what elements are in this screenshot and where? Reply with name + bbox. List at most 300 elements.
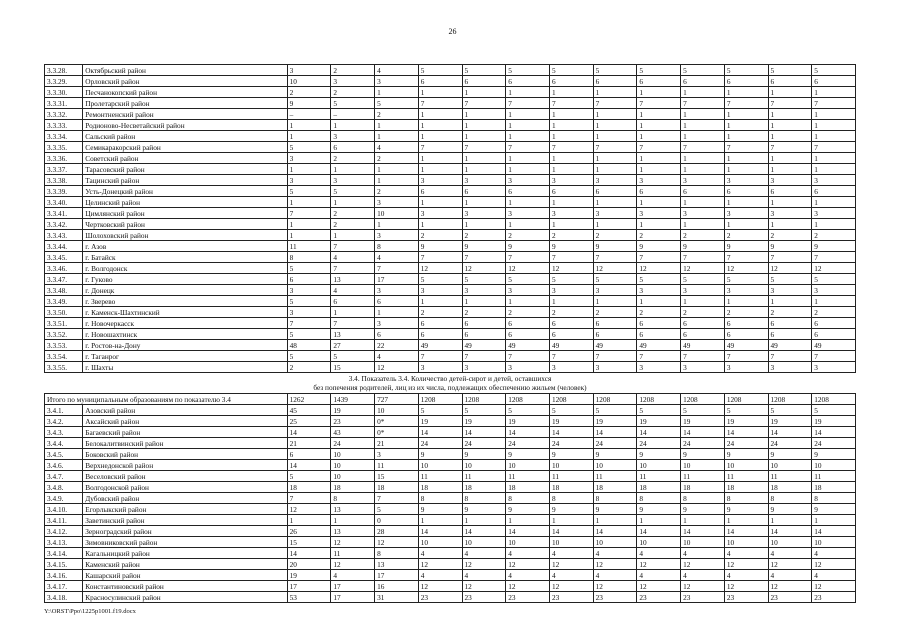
row-value: 12 bbox=[506, 581, 550, 592]
row-value: 7 bbox=[724, 98, 768, 109]
row-value: 2 bbox=[812, 230, 856, 241]
row-name: Ремонтненский район bbox=[83, 109, 287, 120]
row-value: 1 bbox=[462, 153, 506, 164]
row-value: 1 bbox=[331, 120, 375, 131]
row-value: 6 bbox=[637, 186, 681, 197]
page-number: 26 bbox=[448, 27, 457, 36]
row-value: 14 bbox=[768, 526, 812, 537]
row-value: 10 bbox=[462, 460, 506, 471]
row-value: 11 bbox=[287, 241, 331, 252]
row-value: 3 bbox=[549, 175, 593, 186]
row-value: 19 bbox=[681, 416, 725, 427]
row-value: 24 bbox=[506, 438, 550, 449]
row-value: 2 bbox=[681, 230, 725, 241]
row-value: 3 bbox=[462, 285, 506, 296]
row-value: 3 bbox=[462, 175, 506, 186]
row-value: 5 bbox=[287, 296, 331, 307]
row-value: 7 bbox=[418, 351, 462, 362]
row-value: 2 bbox=[331, 208, 375, 219]
row-value: 9 bbox=[768, 449, 812, 460]
row-value: 1 bbox=[637, 197, 681, 208]
row-value: 4 bbox=[724, 548, 768, 559]
row-value: 3 bbox=[593, 285, 637, 296]
total-value: 1208 bbox=[768, 394, 812, 405]
row-name: Каменский район bbox=[83, 559, 287, 570]
row-value: 10 bbox=[593, 537, 637, 548]
row-value: 1 bbox=[506, 153, 550, 164]
row-code: 3.4.6. bbox=[45, 460, 83, 471]
row-value: 2 bbox=[462, 307, 506, 318]
row-value: 6 bbox=[331, 296, 375, 307]
table-row bbox=[45, 285, 856, 296]
row-value: 23 bbox=[812, 592, 856, 603]
row-code: 3.4.8. bbox=[45, 482, 83, 493]
row-value: 14 bbox=[462, 427, 506, 438]
row-value: 2 bbox=[287, 362, 331, 373]
row-value: 7 bbox=[549, 98, 593, 109]
row-value: 7 bbox=[681, 142, 725, 153]
row-code: 3.3.37. bbox=[45, 164, 83, 175]
row-value: 8 bbox=[462, 493, 506, 504]
row-value: 3 bbox=[506, 175, 550, 186]
row-value: 10 bbox=[637, 460, 681, 471]
row-value: 1 bbox=[681, 120, 725, 131]
table-row bbox=[45, 109, 856, 120]
table-row bbox=[45, 493, 856, 504]
row-value: 2 bbox=[768, 307, 812, 318]
row-value: 1 bbox=[637, 219, 681, 230]
table-row bbox=[45, 65, 856, 76]
row-value: 18 bbox=[418, 482, 462, 493]
row-value: 12 bbox=[331, 559, 375, 570]
row-value: 7 bbox=[418, 98, 462, 109]
row-value: 12 bbox=[418, 559, 462, 570]
row-value: 3 bbox=[418, 208, 462, 219]
row-value: 7 bbox=[506, 252, 550, 263]
row-value: 1 bbox=[593, 164, 637, 175]
row-code: 3.3.42. bbox=[45, 219, 83, 230]
row-value: 1 bbox=[681, 87, 725, 98]
row-value: 4 bbox=[593, 570, 637, 581]
row-value: 5 bbox=[418, 405, 462, 416]
row-value: 5 bbox=[287, 329, 331, 340]
row-name: Орловский район bbox=[83, 76, 287, 87]
row-value: 6 bbox=[724, 318, 768, 329]
row-value: 2 bbox=[331, 87, 375, 98]
table-row bbox=[45, 570, 856, 581]
row-value: 19 bbox=[637, 416, 681, 427]
table-section-3-3 bbox=[45, 65, 856, 373]
row-value: 1 bbox=[375, 120, 419, 131]
row-value: 6 bbox=[506, 329, 550, 340]
row-value: 23 bbox=[506, 592, 550, 603]
row-value: 6 bbox=[812, 186, 856, 197]
row-value: 1 bbox=[462, 87, 506, 98]
row-value: 2 bbox=[287, 87, 331, 98]
row-value: 9 bbox=[724, 504, 768, 515]
row-value: 3 bbox=[375, 76, 419, 87]
row-value: 6 bbox=[418, 318, 462, 329]
table-row bbox=[45, 340, 856, 351]
row-value: 1 bbox=[375, 164, 419, 175]
row-value: 6 bbox=[768, 329, 812, 340]
table-row bbox=[45, 296, 856, 307]
row-code: 3.4.4. bbox=[45, 438, 83, 449]
row-value: 5 bbox=[375, 504, 419, 515]
row-value: 4 bbox=[506, 570, 550, 581]
row-value: 6 bbox=[681, 186, 725, 197]
table-row bbox=[45, 460, 856, 471]
total-label: Итого по муниципальным образованиям по показателю 3.4 bbox=[45, 394, 288, 405]
row-value: 1 bbox=[549, 87, 593, 98]
row-value: 19 bbox=[812, 416, 856, 427]
row-code: 3.4.1. bbox=[45, 405, 83, 416]
row-value: 12 bbox=[812, 581, 856, 592]
row-value: 13 bbox=[331, 526, 375, 537]
row-value: 1 bbox=[724, 197, 768, 208]
row-value: 11 bbox=[462, 471, 506, 482]
row-value: 6 bbox=[462, 329, 506, 340]
row-value: 5 bbox=[637, 274, 681, 285]
row-value: 4 bbox=[768, 570, 812, 581]
row-value: 1 bbox=[768, 109, 812, 120]
total-value: 1208 bbox=[593, 394, 637, 405]
row-value: 3 bbox=[724, 208, 768, 219]
row-value: 24 bbox=[418, 438, 462, 449]
row-value: 9 bbox=[768, 504, 812, 515]
row-value: 13 bbox=[331, 274, 375, 285]
row-value: 4 bbox=[462, 548, 506, 559]
row-value: 1 bbox=[506, 131, 550, 142]
row-value: 7 bbox=[462, 142, 506, 153]
row-value: 2 bbox=[506, 230, 550, 241]
row-value: 18 bbox=[593, 482, 637, 493]
row-value: 7 bbox=[593, 351, 637, 362]
row-value: 1 bbox=[375, 131, 419, 142]
row-value: 10 bbox=[768, 537, 812, 548]
row-value: 14 bbox=[681, 427, 725, 438]
row-value: 9 bbox=[812, 449, 856, 460]
row-value: 19 bbox=[331, 405, 375, 416]
row-value: 1 bbox=[506, 120, 550, 131]
table-row bbox=[45, 592, 856, 603]
row-value: 6 bbox=[724, 76, 768, 87]
row-value: 10 bbox=[593, 460, 637, 471]
row-code: 3.3.46. bbox=[45, 263, 83, 274]
table-row bbox=[45, 219, 856, 230]
row-value: 48 bbox=[287, 340, 331, 351]
row-code: 3.3.30. bbox=[45, 87, 83, 98]
row-value: 6 bbox=[506, 76, 550, 87]
row-value: 12 bbox=[549, 263, 593, 274]
row-name: Константиновский район bbox=[83, 581, 287, 592]
row-name: Кашарский район bbox=[83, 570, 287, 581]
row-value: 12 bbox=[681, 559, 725, 570]
row-value: 17 bbox=[331, 592, 375, 603]
row-name: Белокалитвинский район bbox=[83, 438, 287, 449]
row-value: 10 bbox=[418, 460, 462, 471]
row-value: 5 bbox=[593, 65, 637, 76]
row-value: 9 bbox=[681, 449, 725, 460]
row-value: 1 bbox=[549, 296, 593, 307]
row-name: Волгодонской район bbox=[83, 482, 287, 493]
row-value: 0 bbox=[375, 515, 419, 526]
row-code: 3.4.17. bbox=[45, 581, 83, 592]
row-code: 3.3.45. bbox=[45, 252, 83, 263]
row-value: 12 bbox=[637, 559, 681, 570]
row-value: 1 bbox=[768, 120, 812, 131]
row-value: 1 bbox=[768, 197, 812, 208]
row-value: 1 bbox=[418, 153, 462, 164]
row-value: 4 bbox=[637, 548, 681, 559]
row-code: 3.4.7. bbox=[45, 471, 83, 482]
row-value: 8 bbox=[724, 493, 768, 504]
row-value: 7 bbox=[724, 142, 768, 153]
row-value: 2 bbox=[549, 307, 593, 318]
row-value: 12 bbox=[637, 263, 681, 274]
row-name: Зимовниковский район bbox=[83, 537, 287, 548]
row-code: 3.4.13. bbox=[45, 537, 83, 548]
row-value: 7 bbox=[768, 98, 812, 109]
table-row bbox=[45, 120, 856, 131]
row-value: 12 bbox=[768, 263, 812, 274]
row-value: 3 bbox=[506, 362, 550, 373]
row-name: Верхнедонской район bbox=[83, 460, 287, 471]
row-value: 4 bbox=[331, 285, 375, 296]
table-row bbox=[45, 427, 856, 438]
row-value: 23 bbox=[637, 592, 681, 603]
row-value: 5 bbox=[637, 65, 681, 76]
row-name: г. Азов bbox=[83, 241, 287, 252]
row-value: 23 bbox=[331, 416, 375, 427]
row-value: 19 bbox=[768, 416, 812, 427]
row-value: 3 bbox=[287, 285, 331, 296]
row-code: 3.3.32. bbox=[45, 109, 83, 120]
row-name: г. Зверево bbox=[83, 296, 287, 307]
row-value: 3 bbox=[768, 362, 812, 373]
row-value: 1 bbox=[287, 230, 331, 241]
row-value: 14 bbox=[506, 427, 550, 438]
row-value: 10 bbox=[681, 460, 725, 471]
row-value: 18 bbox=[768, 482, 812, 493]
row-value: 1 bbox=[549, 109, 593, 120]
row-value: 1 bbox=[287, 515, 331, 526]
row-name: Боковский район bbox=[83, 449, 287, 460]
row-value: 1 bbox=[418, 87, 462, 98]
row-value: 1 bbox=[812, 131, 856, 142]
row-value: 5 bbox=[506, 65, 550, 76]
row-value: 3 bbox=[681, 285, 725, 296]
row-value: 11 bbox=[549, 471, 593, 482]
row-value: 3 bbox=[593, 362, 637, 373]
row-value: 49 bbox=[681, 340, 725, 351]
row-value: 1 bbox=[593, 296, 637, 307]
row-value: 7 bbox=[462, 252, 506, 263]
row-value: 10 bbox=[418, 537, 462, 548]
row-code: 3.3.36. bbox=[45, 153, 83, 164]
row-value: 5 bbox=[681, 405, 725, 416]
row-value: 3 bbox=[418, 175, 462, 186]
row-value: 11 bbox=[768, 471, 812, 482]
row-value: 7 bbox=[331, 318, 375, 329]
row-value: 3 bbox=[593, 208, 637, 219]
row-name: Цимлянский район bbox=[83, 208, 287, 219]
row-value: 1 bbox=[506, 164, 550, 175]
row-value: 3 bbox=[287, 65, 331, 76]
row-value: 3 bbox=[637, 175, 681, 186]
row-value: 9 bbox=[506, 449, 550, 460]
row-value: 1 bbox=[768, 164, 812, 175]
row-value: 2 bbox=[593, 307, 637, 318]
row-value: 24 bbox=[462, 438, 506, 449]
row-value: 1 bbox=[331, 515, 375, 526]
row-value: 5 bbox=[375, 98, 419, 109]
row-value: 1 bbox=[462, 515, 506, 526]
table-row bbox=[45, 471, 856, 482]
row-value: 7 bbox=[375, 493, 419, 504]
row-value: 7 bbox=[768, 351, 812, 362]
row-value: 3 bbox=[418, 362, 462, 373]
row-value: 12 bbox=[462, 581, 506, 592]
row-name: г. Новочеркасск bbox=[83, 318, 287, 329]
total-value: 1208 bbox=[462, 394, 506, 405]
row-value: 26 bbox=[287, 526, 331, 537]
row-value: 9 bbox=[462, 241, 506, 252]
row-value: 4 bbox=[549, 570, 593, 581]
row-value: 9 bbox=[506, 504, 550, 515]
row-value: 7 bbox=[331, 263, 375, 274]
row-value: 5 bbox=[287, 351, 331, 362]
row-value: 5 bbox=[287, 142, 331, 153]
total-value: 1208 bbox=[418, 394, 462, 405]
row-code: 3.3.54. bbox=[45, 351, 83, 362]
row-value: 1 bbox=[462, 296, 506, 307]
row-value: 7 bbox=[681, 351, 725, 362]
row-value: 12 bbox=[549, 559, 593, 570]
row-value: 1 bbox=[724, 296, 768, 307]
row-code: 3.4.3. bbox=[45, 427, 83, 438]
row-value: 10 bbox=[768, 460, 812, 471]
row-value: 6 bbox=[331, 142, 375, 153]
table-row bbox=[45, 164, 856, 175]
row-value: 49 bbox=[812, 340, 856, 351]
row-value: 1 bbox=[724, 109, 768, 120]
row-value: 1 bbox=[593, 153, 637, 164]
row-value: 5 bbox=[768, 405, 812, 416]
row-value: 19 bbox=[287, 570, 331, 581]
row-value: 7 bbox=[637, 351, 681, 362]
row-value: 4 bbox=[375, 351, 419, 362]
row-value: 1 bbox=[287, 164, 331, 175]
row-value: 6 bbox=[375, 329, 419, 340]
row-value: 13 bbox=[331, 504, 375, 515]
table-row bbox=[45, 241, 856, 252]
row-value: 7 bbox=[593, 98, 637, 109]
row-name: Багаевский район bbox=[83, 427, 287, 438]
row-value: 23 bbox=[681, 592, 725, 603]
row-value: 1 bbox=[812, 87, 856, 98]
row-value: 1 bbox=[549, 164, 593, 175]
total-value: 1262 bbox=[287, 394, 331, 405]
row-value: 12 bbox=[768, 581, 812, 592]
row-value: 1 bbox=[768, 515, 812, 526]
row-value: 19 bbox=[418, 416, 462, 427]
row-value: 24 bbox=[768, 438, 812, 449]
table-row bbox=[45, 175, 856, 186]
row-value: 5 bbox=[593, 274, 637, 285]
row-value: 24 bbox=[681, 438, 725, 449]
row-value: 6 bbox=[418, 329, 462, 340]
row-code: 3.4.10. bbox=[45, 504, 83, 515]
row-value: 4 bbox=[549, 548, 593, 559]
row-value: 1 bbox=[812, 153, 856, 164]
row-value: 7 bbox=[637, 98, 681, 109]
row-value: 1 bbox=[724, 153, 768, 164]
row-value: 18 bbox=[681, 482, 725, 493]
row-code: 3.3.47. bbox=[45, 274, 83, 285]
row-value: 12 bbox=[593, 263, 637, 274]
row-value: 24 bbox=[724, 438, 768, 449]
row-value: 3 bbox=[287, 307, 331, 318]
row-value: 11 bbox=[637, 471, 681, 482]
row-name: Советский район bbox=[83, 153, 287, 164]
row-value: 5 bbox=[462, 405, 506, 416]
row-value: 22 bbox=[375, 340, 419, 351]
row-value: 10 bbox=[812, 460, 856, 471]
row-name: Кагальницкий район bbox=[83, 548, 287, 559]
row-value: 6 bbox=[812, 76, 856, 87]
section-heading-line-2: без попечения родителей, лиц из их числа, подлежащих обеспечению жильем (человек) bbox=[313, 383, 587, 392]
table-row bbox=[45, 548, 856, 559]
row-name: г. Батайск bbox=[83, 252, 287, 263]
row-value: 11 bbox=[593, 471, 637, 482]
row-value: 7 bbox=[506, 351, 550, 362]
row-code: 3.4.15. bbox=[45, 559, 83, 570]
row-value: 28 bbox=[375, 526, 419, 537]
row-value: 1 bbox=[375, 87, 419, 98]
row-value: 12 bbox=[681, 263, 725, 274]
row-value: 14 bbox=[287, 460, 331, 471]
row-code: 3.3.40. bbox=[45, 197, 83, 208]
table-row bbox=[45, 559, 856, 570]
row-value: 1 bbox=[724, 515, 768, 526]
row-value: 1 bbox=[506, 87, 550, 98]
row-value: 14 bbox=[724, 526, 768, 537]
total-value: 1208 bbox=[637, 394, 681, 405]
row-value: 6 bbox=[549, 318, 593, 329]
row-value: 31 bbox=[375, 592, 419, 603]
row-value: 1 bbox=[681, 197, 725, 208]
row-name: Тацинский район bbox=[83, 175, 287, 186]
row-value: 3 bbox=[506, 208, 550, 219]
row-value: 12 bbox=[812, 263, 856, 274]
row-value: 1 bbox=[637, 87, 681, 98]
row-value: 23 bbox=[418, 592, 462, 603]
row-value: 3 bbox=[724, 285, 768, 296]
row-value: 1 bbox=[462, 131, 506, 142]
row-name: Красносулинский район bbox=[83, 592, 287, 603]
row-value: 1 bbox=[331, 230, 375, 241]
row-value: 3 bbox=[724, 362, 768, 373]
row-value: 1 bbox=[506, 219, 550, 230]
row-value: 3 bbox=[287, 175, 331, 186]
row-value: 2 bbox=[724, 307, 768, 318]
row-value: 17 bbox=[287, 581, 331, 592]
total-value: 1208 bbox=[549, 394, 593, 405]
row-value: 6 bbox=[418, 76, 462, 87]
row-value: 12 bbox=[418, 581, 462, 592]
row-value: 7 bbox=[637, 142, 681, 153]
